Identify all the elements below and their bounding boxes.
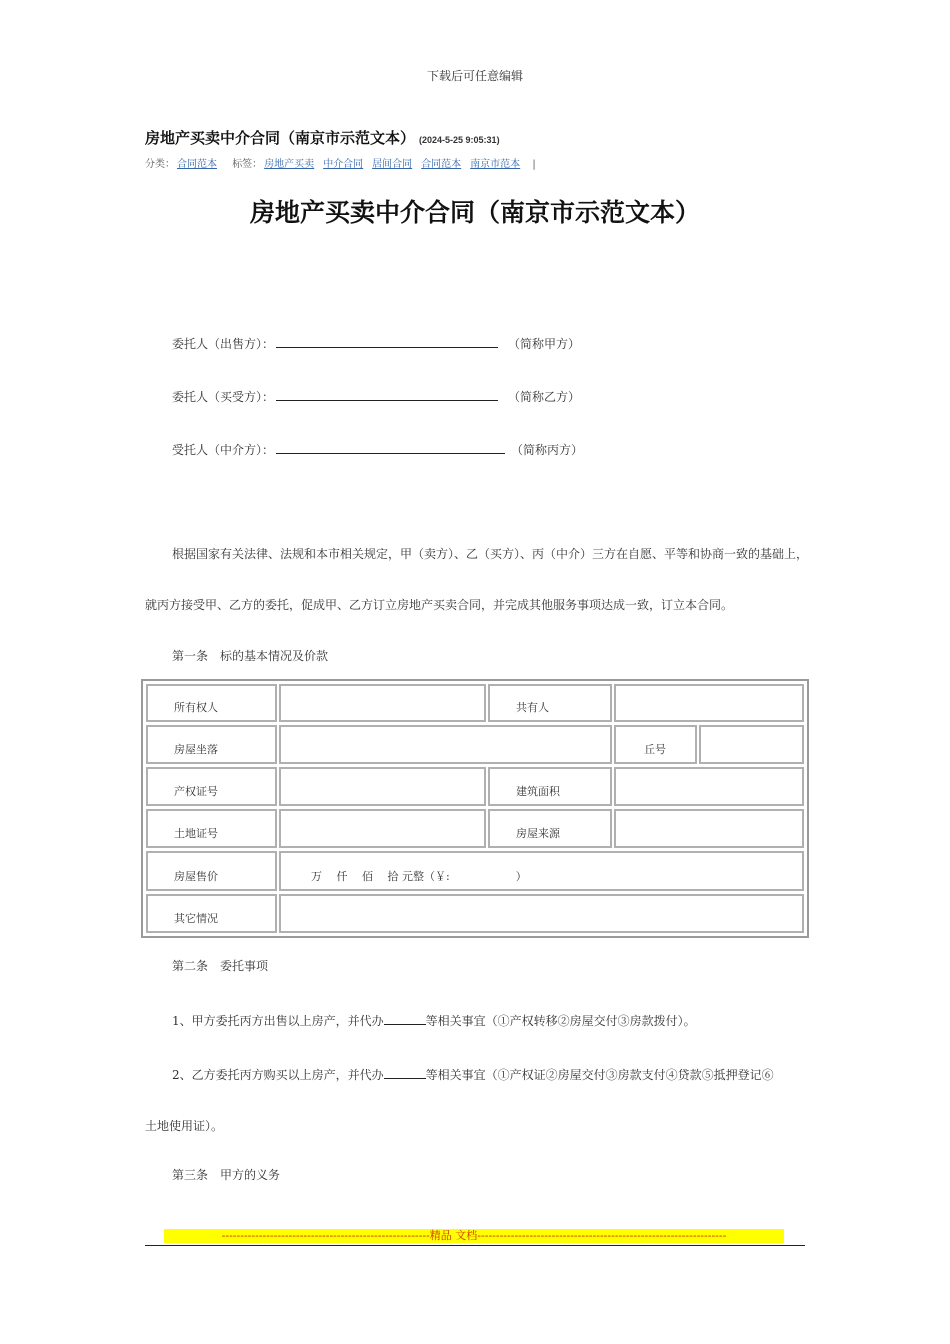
cell-hill-no-value [699,725,804,764]
cell-co-owner-value [614,684,804,722]
party-agent [172,441,583,458]
post-title [145,127,500,148]
cell-source-label [488,809,612,848]
cell-price-label [146,851,277,891]
item-1-text: 1、甲方委托丙方出售以上房产，并代办 [172,1014,384,1028]
article-3-heading: 第三条 甲方的义务 [172,1168,281,1182]
other-label: 其它情况 [174,912,218,925]
cell-owner-value [279,684,486,722]
party-label: 受托人（中介方）： [172,443,275,457]
property-table [141,679,809,938]
article-2-heading: 第二条 委托事项 [172,959,269,973]
cell-price-value [279,851,804,891]
cell-owner-label [146,684,277,722]
fill-line [276,441,505,454]
preamble-line-2: 就丙方接受甲、乙方的委托，促成甲、乙方订立房地产买卖合同，并完成其他服务事项达成一致，订立本合同。 [145,598,734,612]
article-2-item-2-continued: 土地使用证）。 [145,1119,224,1133]
land-cert-label: 土地证号 [174,827,218,840]
cell-land-cert-label [146,809,277,848]
post-title-text: 房地产买卖中介合同（南京市示范文本） [145,129,416,147]
cell-area-value [614,767,804,806]
price-label: 房屋售价 [174,870,218,883]
item-2-options: 等相关事宜（①产权证②房屋交付③房款支付④贷款⑤抵押登记⑥ [425,1068,774,1082]
post-meta [145,155,536,170]
cell-cert-value [279,767,486,806]
party-buyer [172,388,580,405]
tag-link[interactable]: 合同范本 [421,159,462,170]
fill-blank [384,1066,426,1079]
cell-location-value [279,725,612,764]
cell-cert-label [146,767,277,806]
cell-other-value [279,894,804,933]
party-label: 委托人（出售方）： [172,337,275,351]
article-2-item-2 [172,1066,837,1083]
article-1-heading: 第一条 标的基本情况及价款 [172,649,329,663]
price-value: 万 仟 佰 拾 元整（￥: ） [311,870,527,883]
item-2-text: 2、乙方委托丙方购买以上房产，并代办 [172,1068,384,1082]
cell-hill-no-label [614,725,697,764]
footer-divider [145,1245,805,1246]
item-1-options: 等相关事宜（①产权转移②房屋交付③房款拨付）。 [425,1014,696,1028]
co-owner-label: 共有人 [516,701,549,714]
cell-other-label [146,894,277,933]
party-abbr: （简称乙方） [508,390,581,404]
fill-line [276,335,498,348]
preamble-line-1: 根据国家有关法律、法规和本市相关规定，甲（卖方）、乙（买方）、丙（中介）三方在自愿、平等和协商一致的基础上， [172,547,809,561]
party-abbr: （简称甲方） [508,337,581,351]
cell-co-owner-label [488,684,612,722]
category-link[interactable]: 合同范本 [177,159,217,170]
tag-link[interactable]: 南京市范本 [470,159,521,170]
cell-location-label [146,725,277,764]
tags-label: 标签： [232,159,263,170]
cell-land-cert-value [279,809,486,848]
meta-separator: | [532,159,536,170]
footer-watermark: --------------------------------------------------------精品 文档------------------------------------------------------------------- [164,1229,784,1243]
source-label: 房屋来源 [516,827,560,840]
fill-blank [384,1012,426,1025]
fill-line [276,388,498,401]
cert-no-label: 产权证号 [174,785,218,798]
owner-label: 所有权人 [174,701,218,714]
tag-link[interactable]: 房地产买卖 [264,159,315,170]
cell-source-value [614,809,804,848]
tag-link[interactable]: 中介合同 [323,159,364,170]
article-2-item-1 [172,1012,837,1029]
cell-area-label [488,767,612,806]
tag-link[interactable]: 居间合同 [372,159,413,170]
party-abbr: （简称丙方） [511,443,584,457]
header-note: 下载后可任意编辑 [426,69,523,83]
location-label: 房屋坐落 [174,743,218,756]
post-time: (2024-5-25 9:05:31) [419,135,500,145]
party-label: 委托人（买受方）： [172,390,275,404]
document-title: 房地产买卖中介合同（南京市示范文本） [249,198,700,227]
category-label: 分类： [145,159,175,170]
party-seller [172,335,580,352]
hill-no-label: 丘号 [644,743,666,756]
area-label: 建筑面积 [516,785,560,798]
